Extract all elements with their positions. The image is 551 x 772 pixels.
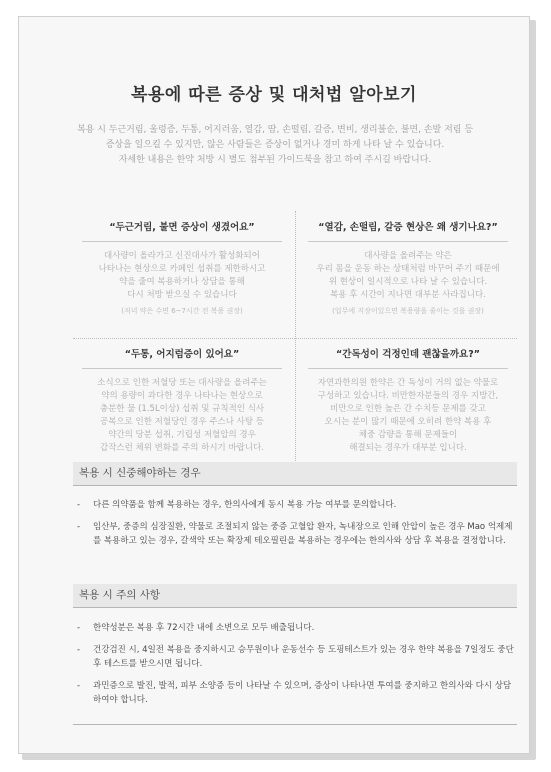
list-item-text: 임산부, 중증의 심장질환, 약물로 조절되지 않는 중증 고혈압 환자, 녹내장으로 인해 안압이 높은 경우 Mao 억제제를 복용하고 있는 경우, 갈색악 또는 확장제 테오필린을 복용하는 경우에는 한의사와 상담 후 복용을 결정합니다. bbox=[93, 522, 513, 546]
qa-card-liver bbox=[299, 348, 517, 455]
intro-line: 복용 시 두근거림, 울렁증, 두통, 어지러움, 열감, 땀, 손떨림, 갈증, 변비, 생리불순, 불면, 손발 저림 등 bbox=[76, 125, 474, 135]
intro-text bbox=[59, 123, 491, 168]
list-item bbox=[73, 498, 517, 512]
answer-line: 구성하고 있습니다. 비만한자분들의 경우 지방간, bbox=[317, 391, 499, 401]
section-list-precautions bbox=[73, 621, 517, 715]
answer-line: 해결되는 경우가 대부분 입니다. bbox=[349, 443, 467, 453]
qa-grid bbox=[73, 211, 517, 465]
qa-question: “열감, 손떨림, 갈증 현상은 왜 생기나요?” bbox=[318, 222, 498, 233]
answer-line: 약간의 당분 섭취, 기립성 저혈압의 경우 bbox=[108, 430, 256, 440]
answer-line: 대사량을 올려주는 약은 bbox=[364, 251, 452, 261]
question-underline bbox=[308, 241, 508, 242]
section-heading-precautions: 복용 시 주의 사항 bbox=[73, 584, 517, 608]
section-divider bbox=[73, 724, 517, 725]
answer-line: 충분한 물 (1.5L이상) 섭취 및 규칙적인 식사 bbox=[99, 404, 265, 414]
list-item bbox=[73, 520, 517, 548]
answer-line: 오시는 분이 많기 때문에 오히려 한약 복용 후 bbox=[324, 417, 492, 427]
answer-line: 비만으로 인한 높은 간 수치등 문제를 갖고 bbox=[330, 404, 486, 414]
answer-line: 우리 몸을 운동 하는 상태처럼 바꾸어 주기 때문에 bbox=[316, 264, 500, 274]
section-list-caution bbox=[73, 498, 517, 556]
list-item-text: 과민증으로 발진, 발적, 피부 소양증 등이 나타날 수 있으며, 증상이 나타나면 투여를 중지하고 한의사와 다시 상담하여야 합니다. bbox=[93, 681, 512, 705]
question-underline bbox=[82, 241, 282, 242]
answer-line: 공복으로 인한 저혈당인 경우 주스나 사탕 등 bbox=[99, 417, 264, 427]
question-underline bbox=[308, 368, 508, 369]
answer-line: 갑작스런 체위 변화를 주의 하시기 바랍니다. bbox=[99, 443, 264, 453]
answer-line: 대사량이 올라가고 신진대사가 활성화되어 bbox=[104, 251, 260, 261]
answer-line: 체중 감량을 통해 문제들이 bbox=[358, 430, 458, 440]
question-underline bbox=[82, 368, 282, 369]
answer-line: 자연과한의원 한약은 간 독성이 거의 없는 약물로 bbox=[317, 378, 499, 388]
answer-line: 나타나는 현상으로 카페인 섭취를 제한하시고 bbox=[98, 264, 266, 274]
bullet-dash: - bbox=[77, 500, 81, 510]
bullet-dash: - bbox=[77, 645, 81, 655]
answer-line: 복용 후 시간이 지나면 대부분 사라집니다. bbox=[330, 290, 486, 300]
qa-card-palpitation bbox=[73, 221, 291, 317]
list-item bbox=[73, 621, 517, 635]
bullet-dash: - bbox=[77, 681, 81, 691]
answer-line: 다시 처방 받으실 수 있습니다 bbox=[127, 290, 237, 300]
list-item bbox=[73, 643, 517, 671]
list-item-text: 건강검진 시, 4일전 복용을 중지하시고 승무원이나 운동선수 등 도핑테스트가 있는 경우 한약 복용을 7일정도 중단 후 테스트를 받으시면 됩니다. bbox=[93, 645, 514, 669]
list-item-text: 다른 의약품을 함께 복용하는 경우, 한의사에게 동시 복용 가능 여부를 문의합니다. bbox=[93, 500, 397, 510]
intro-line: 증상을 일으킬 수 있지만, 않은 사람들은 증상이 없거나 경미 하게 나타 날 수 있습니다. bbox=[105, 140, 445, 150]
list-item bbox=[73, 679, 517, 707]
qa-answer bbox=[299, 250, 517, 302]
intro-line: 자세한 내용은 한약 처방 시 별도 첨부된 가이드북을 참고 하여 주시길 바랍니다. bbox=[118, 155, 432, 165]
qa-question: “간독성이 걱정인데 괜찮을까요?” bbox=[336, 349, 480, 360]
list-item-text: 한약성분은 복용 후 72시간 내에 소변으로 모두 배출됩니다. bbox=[93, 623, 315, 633]
qa-card-headache bbox=[73, 348, 291, 455]
qa-question: “두근거림, 불면 증상이 생겼어요” bbox=[109, 222, 255, 233]
qa-answer bbox=[299, 377, 517, 455]
answer-line: 약을 줄여 복용하거나 상담을 통해 bbox=[119, 277, 245, 287]
page-title: 복용에 따른 증상 및 대처법 알아보기 bbox=[131, 85, 417, 105]
document-page bbox=[18, 16, 530, 754]
qa-card-heat bbox=[299, 221, 517, 317]
qa-note: (저녁 약은 수면 6~7시간 전 복용 권장) bbox=[121, 307, 243, 315]
bullet-dash: - bbox=[77, 522, 81, 532]
qa-answer bbox=[73, 250, 291, 302]
qa-answer bbox=[73, 377, 291, 455]
answer-line: 약의 용량이 과다한 경우 나타나는 현상으로 bbox=[101, 391, 263, 401]
bullet-dash: - bbox=[77, 623, 81, 633]
qa-question: “두통, 어지럼증이 있어요” bbox=[124, 349, 240, 360]
answer-line: 위 현상이 일시적으로 나타 날 수 있습니다. bbox=[328, 277, 488, 287]
answer-line: 소식으로 인한 저혈당 또는 대사량을 올려주는 bbox=[97, 378, 267, 388]
grid-divider-horizontal bbox=[73, 338, 517, 339]
qa-note: (업무에 지장이있으면 복용량을 줄이는 것을 권장) bbox=[332, 307, 484, 315]
section-heading-caution: 복용 시 신중해야하는 경우 bbox=[73, 462, 517, 486]
